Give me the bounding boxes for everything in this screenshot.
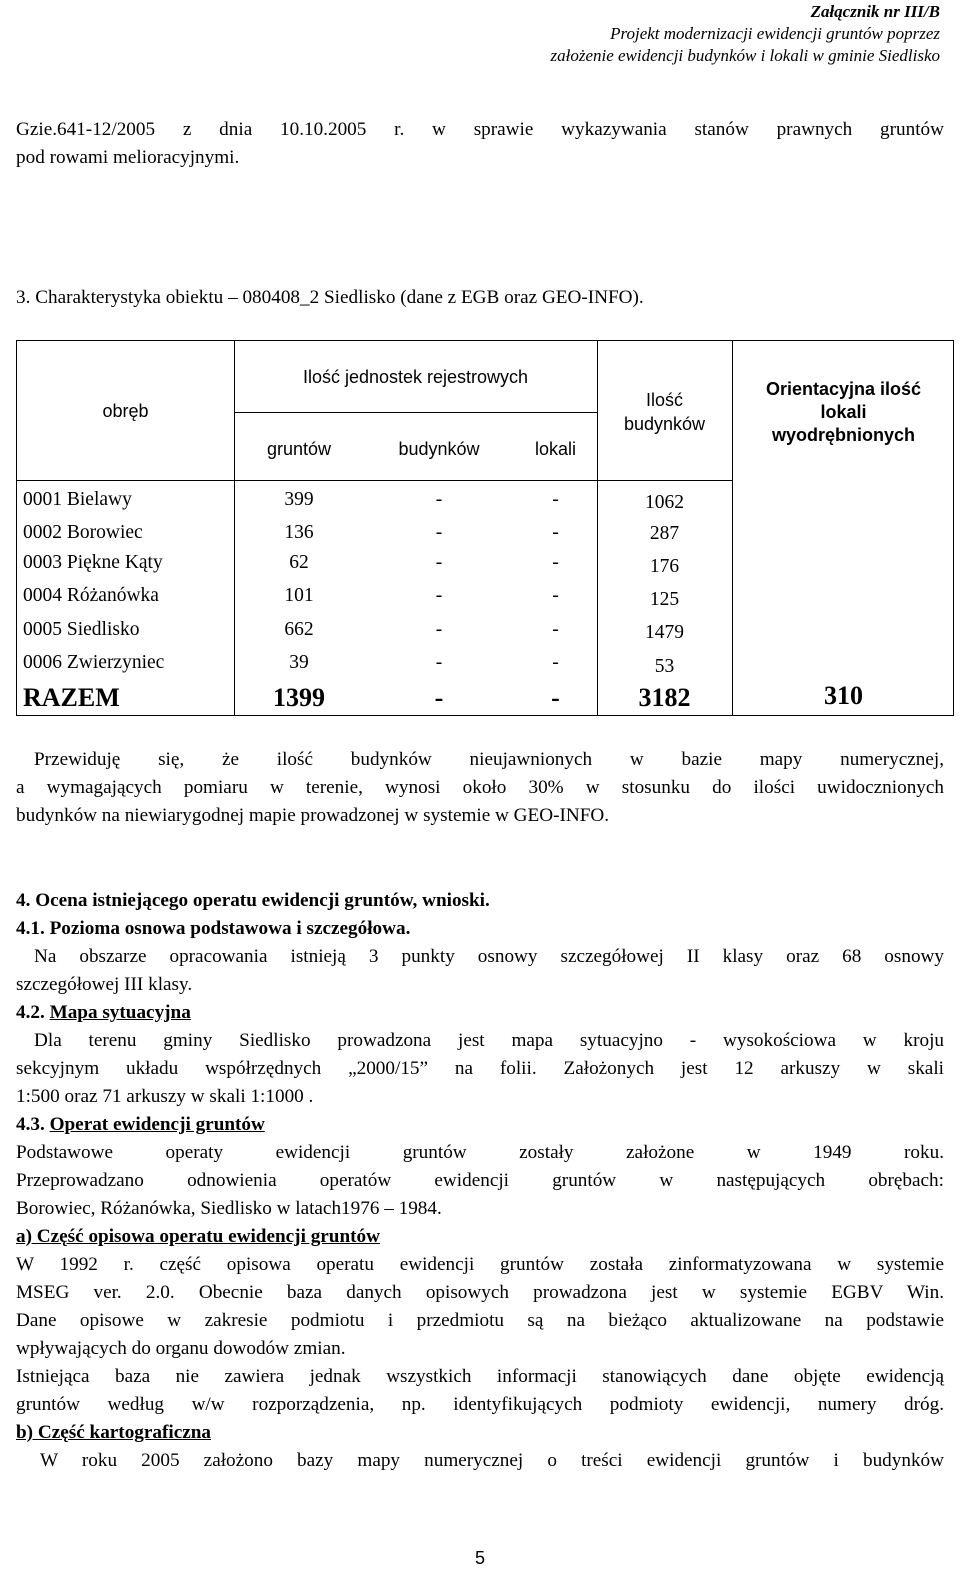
row-ilosc: 287	[649, 523, 680, 544]
row-lokali: -	[552, 522, 559, 543]
row-budynkow: -	[435, 619, 443, 640]
header-line-2: założenie ewidencji budynków i lokali w gminie Siedlisko	[550, 46, 940, 65]
row-ilosc: 176	[649, 556, 680, 577]
section-4-title: 4. Ocena istniejącego operatu ewidencji gruntów, wnioski.	[16, 890, 490, 911]
row-gruntow: 136	[284, 522, 314, 543]
sa-line: wpływających do organu dowodów zmian.	[16, 1338, 346, 1359]
s42-line: Dla terenu gminy Siedlisko prowadzona jest mapa sytuacyjno - wysokościowa w kroju	[34, 1030, 944, 1051]
row-lokali: -	[552, 585, 559, 606]
section-41-title: 4.1. Pozioma osnowa podstawowa i szczegółowa.	[16, 918, 411, 939]
page-number: 5	[474, 1548, 485, 1568]
row-name: 0003 Piękne Kąty	[23, 552, 163, 573]
intro-line-2: pod rowami melioracyjnymi.	[16, 147, 240, 168]
row-gruntow: 399	[284, 489, 314, 510]
total-ilosc: 3182	[638, 683, 691, 712]
group-header: Ilość jednostek rejestrowych	[302, 367, 529, 387]
section-b-title: b) Część kartograficzna	[16, 1422, 212, 1443]
row-name: 0004 Różanówka	[23, 585, 159, 606]
row-budynkow: -	[435, 489, 443, 510]
section-42-heading: Mapa sytuacyjna	[49, 1002, 191, 1023]
row-lokali: -	[552, 552, 559, 573]
row-gruntow: 101	[284, 585, 314, 606]
row-name: 0006 Zwierzyniec	[23, 652, 165, 673]
col-orient-header-3: wyodrębnionych	[771, 425, 915, 445]
parcels-table	[16, 340, 954, 716]
s41-line: szczegółowej III klasy.	[16, 974, 193, 995]
row-budynkow: -	[435, 652, 443, 673]
s42-line: 1:500 oraz 71 arkuszy w skali 1:1000 .	[16, 1086, 314, 1107]
row-ilosc: 1479	[645, 622, 684, 643]
row-name: 0002 Borowiec	[23, 522, 143, 543]
row-name: 0001 Bielawy	[23, 489, 132, 510]
sa-line: gruntów według w/w rozporządzenia, np. identyfikujących podmioty ewidencji, numery dróg.	[16, 1394, 944, 1415]
sa-line: Dane opisowe w zakresie podmiotu i przedmiotu są na bieżąco aktualizowane na podstawie	[16, 1310, 944, 1331]
para-line: Przewiduję się, że ilość budynków nieujawnionych w bazie mapy numerycznej,	[34, 749, 944, 770]
s43-line: Przeprowadzano odnowienia operatów ewidencji gruntów w następujących obrębach:	[16, 1170, 944, 1191]
header-line-1: Projekt modernizacji ewidencji gruntów poprzez	[610, 24, 940, 43]
sa-line: MSEG ver. 2.0. Obecnie baza danych opisowych prowadzona jest w systemie EGBV Win.	[16, 1282, 944, 1303]
row-gruntow: 662	[284, 619, 314, 640]
section-43-heading: Operat ewidencji gruntów	[49, 1114, 265, 1135]
col-orient-header-2: lokali	[820, 402, 867, 422]
attachment-label: Załącznik nr III/B	[810, 2, 940, 21]
sa-line: W 1992 r. część opisowa operatu ewidencji gruntów została zinformatyzowana w systemie	[16, 1254, 944, 1275]
s43-line: Borowiec, Różanówka, Siedlisko w latach1976 – 1984.	[16, 1198, 442, 1219]
s42-line: sekcyjnym układu współrzędnych „2000/15” na folii. Założonych jest 12 arkuszy w skali	[16, 1058, 944, 1079]
s41-line: Na obszarze opracowania istnieją 3 punkty osnowy szczegółowej II klasy oraz 68 osnowy	[34, 946, 944, 967]
para-line: budynków na niewiarygodnej mapie prowadzonej w systemie w GEO-INFO.	[16, 805, 610, 826]
section-42-title	[16, 999, 944, 1027]
row-ilosc: 125	[649, 589, 680, 610]
total-gruntow: 1399	[273, 683, 325, 712]
total-lokali: -	[551, 683, 560, 712]
section-3-title: 3. Charakterystyka obiektu – 080408_2 Siedlisko (dane z EGB oraz GEO-INFO).	[16, 287, 644, 308]
row-budynkow: -	[435, 522, 443, 543]
row-ilosc: 53	[654, 656, 675, 677]
row-gruntow: 39	[289, 652, 309, 673]
col-ilosc-header-2: budynków	[623, 414, 706, 434]
sb-line: W roku 2005 założono bazy mapy numerycznej o treści ewidencji gruntów i budynków	[40, 1450, 944, 1471]
col-orient-header-1: Orientacyjna ilość	[765, 379, 922, 399]
section-43-title	[16, 1111, 944, 1139]
row-lokali: -	[552, 489, 559, 510]
total-orient: 310	[824, 681, 863, 710]
total-budynkow: -	[434, 683, 444, 712]
row-gruntow: 62	[289, 552, 309, 573]
row-budynkow: -	[435, 585, 443, 606]
para-line: a wymagających pomiaru w terenie, wynosi około 30% w stosunku do ilości uwidocznionych	[16, 777, 944, 798]
intro-line-1: Gzie.641-12/2005 z dnia 10.10.2005 r. w sprawie wykazywania stanów prawnych gruntów	[16, 119, 944, 140]
section-43-number: 4.3.	[16, 1114, 45, 1135]
row-lokali: -	[552, 652, 559, 673]
section-42-number: 4.2.	[16, 1002, 45, 1023]
total-label: RAZEM	[23, 683, 120, 712]
sa-line: Istniejąca baza nie zawiera jednak wszystkich informacji stanowiących dane objęte ewidencją	[16, 1366, 944, 1387]
row-lokali: -	[552, 619, 559, 640]
section-a-title: a) Część opisowa operatu ewidencji gruntów	[16, 1226, 380, 1247]
row-budynkow: -	[435, 552, 443, 573]
s43-line: Podstawowe operaty ewidencji gruntów zostały założone w 1949 roku.	[16, 1142, 944, 1163]
col-lokali-header: lokali	[534, 439, 577, 459]
row-ilosc: 1062	[645, 492, 684, 513]
col-gruntow-header: gruntów	[266, 439, 332, 459]
col-budynkow-header: budynków	[398, 439, 480, 459]
row-name: 0005 Siedlisko	[23, 619, 140, 640]
col-ilosc-header-1: Ilość	[645, 390, 683, 410]
col-obreb-header: obręb	[102, 401, 149, 421]
